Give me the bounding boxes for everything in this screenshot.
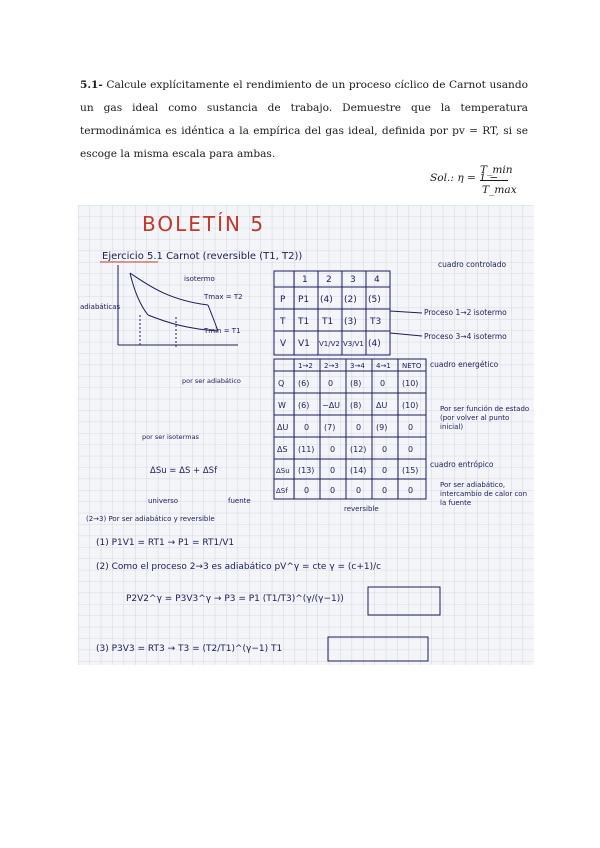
label-adiabaticas: adiabáticas (80, 303, 121, 311)
cell: T3 (370, 317, 382, 327)
cell: −ΔU (322, 401, 341, 410)
cell: 0 (382, 466, 388, 475)
equation-1: (1) P1V1 = RT1 → P1 = RT1/V1 (96, 538, 235, 548)
entropy-sum: ΔSu = ΔS + ΔSf (150, 466, 218, 476)
cell: (7) (324, 423, 336, 432)
cell: V3/V1 (343, 340, 364, 348)
er-label: ΔS (277, 445, 288, 454)
label-cuadro-controlado: cuadro controlado (438, 260, 507, 269)
equation-2: (2) Como el proceso 2→3 es adiabático pV^γ = cte γ = (c+1)/c (96, 562, 382, 572)
cell: ΔU (376, 401, 388, 410)
eh: 3→4 (350, 362, 365, 370)
er-label: ΔSf (276, 487, 288, 495)
tr-p: P (280, 295, 286, 305)
cell: 0 (356, 423, 362, 432)
label-por-ser-adiabatico: por ser adiabático (182, 377, 241, 385)
label-fuente: fuente (228, 497, 251, 505)
problem-statement (80, 74, 528, 166)
cell: (8) (350, 401, 362, 410)
label-tmin: Tmin = T1 (204, 327, 241, 335)
notes-heading: Ejercicio 5.1 Carnot (reversible (T1, T2)) (102, 251, 303, 262)
cell: V1 (298, 339, 310, 349)
cell: 0 (408, 423, 414, 432)
cell: 0 (330, 466, 336, 475)
cell: 0 (304, 423, 310, 432)
cell: (15) (402, 466, 419, 475)
cell: 0 (382, 445, 388, 454)
label-cuadro-energetico: cuadro energético (430, 360, 499, 369)
er-label: W (278, 401, 286, 410)
cell: (6) (298, 401, 310, 410)
th-4: 4 (374, 275, 380, 285)
label-universo: universo (148, 497, 179, 505)
th-3: 3 (350, 275, 356, 285)
fraction-bar (480, 180, 508, 181)
cell: 0 (330, 445, 336, 454)
eh: NETO (402, 362, 422, 370)
equation-2b: P2V2^γ = P3V3^γ → P3 = P1 (T1/T3)^(γ/(γ−1)) (126, 594, 344, 604)
th-1: 1 (302, 275, 308, 285)
notes-title: BOLETÍN 5 (142, 212, 266, 236)
cell: V1/V2 (319, 340, 340, 348)
cell: T1 (298, 317, 310, 327)
handwritten-notes-image (78, 205, 534, 665)
er-label: Q (278, 379, 285, 388)
solution-formula (430, 164, 530, 204)
cell: (11) (298, 445, 315, 454)
cell: 0 (380, 379, 386, 388)
problem-number: 5.1- (80, 79, 103, 91)
solution-numerator: T_min (480, 164, 513, 176)
cell: 0 (328, 379, 334, 388)
equation-3: (3) P3V3 = RT3 → T3 = (T2/T1)^(γ−1) T1 (96, 644, 283, 654)
note-intercambio: Por ser adiabático, intercambio de calor con la fuente (440, 481, 528, 507)
cell: 0 (408, 486, 414, 495)
label-reversible: reversible (344, 505, 379, 513)
label-isotermo: isotermo (184, 275, 215, 283)
cell: 0 (382, 486, 388, 495)
problem-text: Calcule explícitamente el rendimiento de un proceso cíclico de Carnot usando un gas ideal como sustancia de trabajo. Demuestre que la temperatura termodinámica es idéntica a la empírica del gas ideal, definida por pv = RT, si se escoge la misma escala para ambas. (80, 79, 528, 160)
cell: (10) (402, 401, 419, 410)
cell: (8) (350, 379, 362, 388)
cell: (6) (298, 379, 310, 388)
label-cuadro-entropico: cuadro entrópico (430, 460, 494, 469)
tr-t: T (280, 317, 286, 327)
solution-label: Sol.: η = 1 − (430, 172, 499, 184)
cell: (3) (344, 317, 357, 327)
cell: 0 (356, 486, 362, 495)
eh: 4→1 (376, 362, 391, 370)
label-tmax: Tmax = T2 (204, 293, 243, 301)
cell: T1 (322, 317, 334, 327)
cell: 0 (304, 486, 310, 495)
cell: (9) (376, 423, 388, 432)
cell: P1 (298, 295, 310, 305)
cell: (14) (350, 466, 367, 475)
eh: 2→3 (324, 362, 339, 370)
eh: 1→2 (298, 362, 313, 370)
label-por-ser-isotermas: por ser isotermas (142, 433, 199, 441)
cell: (4) (368, 339, 381, 349)
label-proceso-12: Proceso 1→2 isotermo (424, 308, 507, 317)
cell: (2) (344, 295, 357, 305)
cell: (13) (298, 466, 315, 475)
cell: (12) (350, 445, 367, 454)
cell: 0 (408, 445, 414, 454)
cell: 0 (330, 486, 336, 495)
notes-svg (78, 205, 534, 665)
cell: (4) (320, 295, 333, 305)
cell: (5) (368, 295, 381, 305)
solution-denominator: T_max (482, 184, 517, 196)
th-2: 2 (326, 275, 332, 285)
label-por-adiabatico: (2→3) Por ser adiabático y reversible (86, 515, 215, 523)
note-funcion-estado: Por ser función de estado (por volver al punto inicial) (440, 405, 530, 431)
label-proceso-34: Proceso 3→4 isotermo (424, 332, 507, 341)
cell: (10) (402, 379, 419, 388)
er-label: ΔSu (276, 467, 290, 475)
er-label: ΔU (277, 423, 289, 432)
tr-v: V (280, 339, 287, 349)
